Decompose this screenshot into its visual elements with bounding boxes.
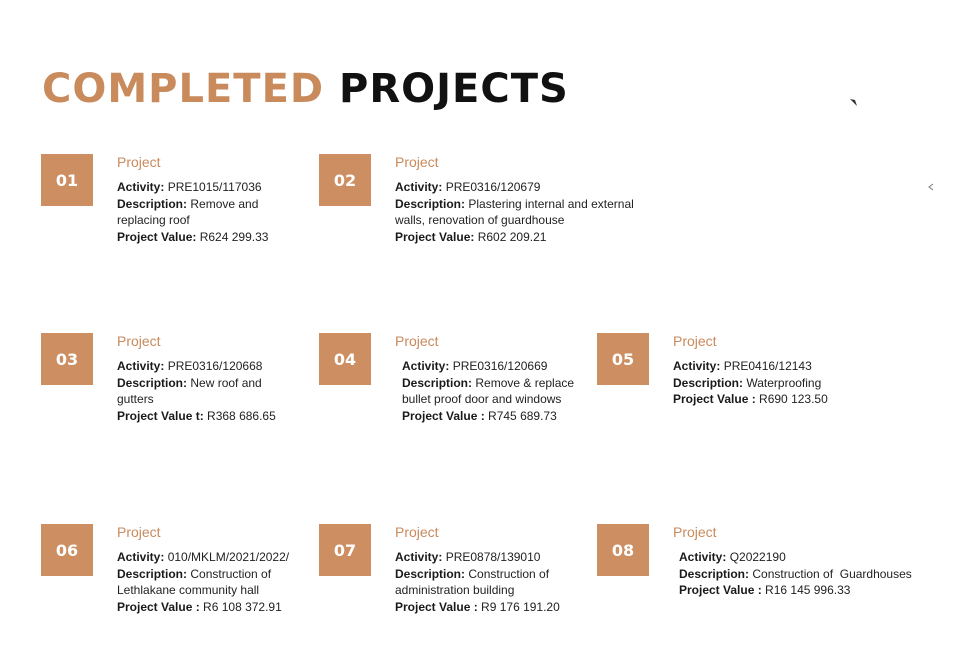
description-label: Description: [117, 196, 188, 211]
description-label: Description: [117, 566, 188, 581]
value-label: Project Value : [395, 599, 478, 614]
project-details [395, 154, 645, 245]
description-value: Construction of administration building [395, 566, 550, 597]
value-row [395, 599, 595, 616]
activity-label: Activity: [117, 180, 165, 194]
project-value: R624 299.33 [199, 229, 269, 244]
value-row [679, 582, 933, 599]
corner-arrow-icon [849, 98, 859, 108]
project-number-badge: 05 [597, 333, 649, 385]
activity-label: Activity: [679, 550, 727, 564]
value-label: Project Value: [395, 229, 475, 244]
description-value: Waterproofing [746, 375, 822, 390]
value-row [117, 408, 317, 425]
description-row [117, 566, 307, 599]
value-row [395, 229, 645, 246]
description-row [402, 375, 582, 408]
activity-label: Activity: [117, 359, 165, 373]
project-value: R368 686.65 [207, 408, 276, 423]
description-label: Description: [673, 375, 744, 390]
project-card [41, 524, 311, 624]
title-dark-word: PROJECTS [339, 66, 569, 112]
project-number-badge: 01 [41, 154, 93, 206]
edge-mark-icon [928, 183, 934, 191]
description-row [117, 375, 277, 408]
activity-label: Activity: [117, 550, 165, 564]
value-row [117, 229, 317, 246]
description-label: Description: [117, 375, 188, 390]
project-details [117, 524, 317, 615]
project-card [319, 333, 589, 433]
activity-row [402, 358, 595, 375]
project-heading: Project [395, 524, 439, 540]
project-value: R745 689.73 [488, 408, 557, 423]
project-value: R9 176 191.20 [481, 599, 560, 614]
project-number-badge: 07 [319, 524, 371, 576]
activity-value: PRE0316/120679 [445, 180, 541, 194]
value-row [117, 599, 317, 616]
project-card [319, 524, 589, 624]
description-label: Description: [402, 375, 473, 390]
project-card [597, 524, 912, 624]
project-number-badge: 03 [41, 333, 93, 385]
activity-row [395, 549, 595, 566]
project-number-badge: 02 [319, 154, 371, 206]
description-value: Remove & replace bullet proof door and windows [402, 375, 575, 406]
project-card [597, 333, 867, 433]
description-label: Description: [395, 196, 466, 211]
project-details [117, 154, 317, 245]
activity-value: Q2022190 [729, 550, 786, 564]
activity-row [679, 549, 933, 566]
project-details [673, 333, 873, 408]
description-value: Construction of Lethlakane community hall [117, 566, 272, 597]
value-row [402, 408, 595, 425]
project-number-badge: 04 [319, 333, 371, 385]
description-label: Description: [395, 566, 466, 581]
activity-label: Activity: [673, 359, 721, 373]
value-label: Project Value : [673, 392, 756, 406]
project-heading: Project [117, 333, 161, 349]
activity-row [117, 358, 317, 375]
project-details-indent [395, 358, 595, 424]
description-row [673, 375, 873, 392]
project-heading: Project [673, 333, 717, 349]
description-row [395, 196, 645, 229]
value-label: Project Value : [117, 599, 200, 614]
page-title [42, 62, 569, 116]
value-label: Project Value t: [117, 408, 204, 423]
title-accent-word: COMPLETED [42, 66, 325, 112]
project-value: R16 145 996.33 [765, 583, 851, 597]
project-card [41, 333, 311, 433]
project-value: R6 108 372.91 [203, 599, 282, 614]
project-details [395, 524, 595, 615]
value-label: Project Value : [402, 408, 485, 423]
description-label: Description: [679, 566, 750, 581]
activity-label: Activity: [402, 359, 450, 373]
project-card [319, 154, 634, 254]
description-row [679, 566, 933, 583]
project-heading: Project [395, 333, 439, 349]
value-label: Project Value: [117, 229, 197, 244]
project-heading: Project [117, 524, 161, 540]
activity-value: PRE0878/139010 [445, 550, 541, 564]
description-value: Construction of Guardhouses [752, 566, 912, 581]
project-heading: Project [673, 524, 717, 540]
activity-value: PRE1015/117036 [167, 180, 262, 194]
project-details [673, 524, 933, 599]
activity-label: Activity: [395, 180, 443, 194]
project-card [41, 154, 311, 254]
activity-value: PRE0416/12143 [723, 359, 812, 373]
project-number-badge: 06 [41, 524, 93, 576]
activity-value: PRE0316/120668 [167, 359, 263, 373]
project-details [117, 333, 317, 424]
description-row [395, 566, 570, 599]
project-number-badge: 08 [597, 524, 649, 576]
project-heading: Project [117, 154, 161, 170]
description-value: New roof and gutters [117, 375, 262, 406]
description-value: Remove and replacing roof [117, 196, 259, 227]
description-value: Plastering internal and external walls, renovation of guardhouse [395, 196, 634, 227]
activity-row [673, 358, 873, 375]
activity-row [117, 179, 317, 196]
project-value: R690 123.50 [759, 392, 828, 406]
project-value: R602 209.21 [477, 229, 547, 244]
value-label: Project Value : [679, 583, 762, 597]
project-details [395, 333, 595, 424]
activity-row [117, 549, 317, 566]
project-details-indent [673, 549, 933, 599]
activity-value: 010/MKLM/2021/2022/ [167, 550, 290, 564]
project-heading: Project [395, 154, 439, 170]
value-row [673, 391, 873, 408]
activity-label: Activity: [395, 550, 443, 564]
description-row [117, 196, 277, 229]
activity-row [395, 179, 645, 196]
activity-value: PRE0316/120669 [452, 359, 548, 373]
